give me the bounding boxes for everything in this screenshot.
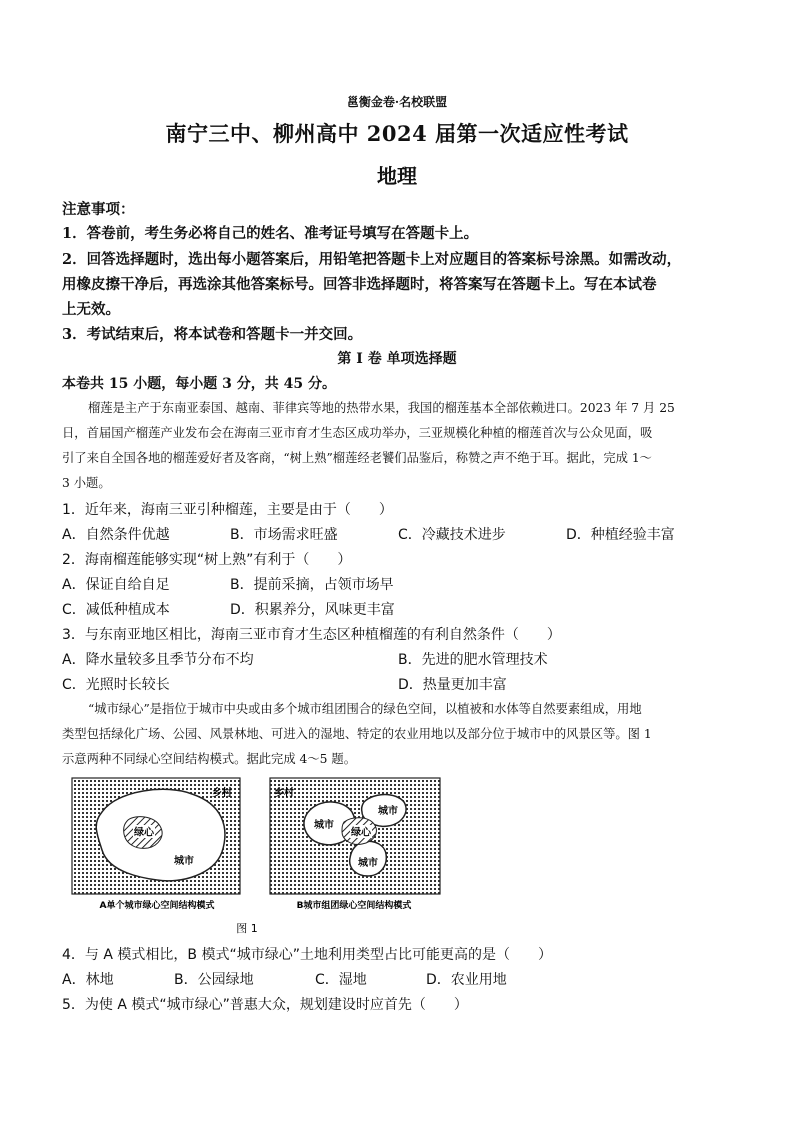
option: C．湿地 — [315, 972, 367, 988]
option: D．种植经验丰富 — [566, 527, 675, 543]
exam-title: 南宁三中、柳州高中 2024 届第一次适应性考试 — [165, 121, 629, 146]
figure-label: 图 1 — [236, 922, 258, 935]
option: D．积累养分，风味更丰富 — [230, 602, 395, 618]
option: D．农业用地 — [426, 972, 507, 988]
panel-a — [72, 778, 240, 911]
section-intro: 本卷共 15 小题，每小题 3 分，共 45 分。 — [62, 376, 336, 392]
panel-b-rural-label: 乡村 — [274, 788, 294, 799]
exam-series: 邕衡金卷·名校联盟 — [346, 95, 448, 109]
passage-line: 示意两种不同绿心空间结构模式。据此完成 4～5 题。 — [62, 752, 356, 766]
option: C．冷藏技术进步 — [398, 527, 506, 543]
option: B．先进的肥水管理技术 — [398, 652, 548, 668]
notice-item: 3．考试结束后，将本试卷和答题卡一并交回。 — [62, 326, 363, 343]
question-stem: 3．与东南亚地区相比，海南三亚市育才生态区种植榴莲的有利自然条件（ ） — [62, 627, 561, 643]
passage-line: 日，首届国产榴莲产业发布会在海南三亚市育才生态区成功举办，三亚规模化种植的榴莲首次与公众见面，吸 — [62, 426, 653, 440]
panel-b-caption: B城市组团绿心空间结构模式 — [296, 901, 412, 911]
panel-a-core-label: 绿心 — [134, 827, 154, 839]
panel-b-core-label: 绿心 — [351, 827, 371, 839]
passage-line: 引了来自全国各地的榴莲爱好者及客商，“树上熟”榴莲经老饕们品鉴后，称赞之声不绝于耳。据此，完成 1～ — [62, 451, 652, 465]
section-title: 第 I 卷 单项选择题 — [337, 351, 457, 367]
notice-item: 1．答卷前，考生务必将自己的姓名、准考证号填写在答题卡上。 — [62, 225, 479, 242]
option: B．公园绿地 — [174, 972, 254, 988]
passage-line: 类型包括绿化广场、公园、风景林地、可进入的湿地、特定的农业用地以及部分位于城市中的风景区等。图 1 — [62, 727, 652, 741]
notice-item: 上无效。 — [62, 301, 120, 318]
question-stem: 5．为使 A 模式“城市绿心”普惠大众，规划建设时应首先（ ） — [62, 997, 468, 1013]
exam-subject: 地理 — [377, 164, 417, 188]
question-stem: 4．与 A 模式相比，B 模式“城市绿心”土地利用类型占比可能更高的是（ ） — [62, 947, 552, 963]
option: C．减低种植成本 — [62, 602, 170, 618]
option: B．市场需求旺盛 — [230, 527, 338, 543]
option: C．光照时长较长 — [62, 677, 170, 693]
option: D．热量更加丰富 — [398, 677, 507, 693]
passage-line: 榴莲是主产于东南亚泰国、越南、菲律宾等地的热带水果，我国的榴莲基本全部依赖进口。2023 年 7 月 25 — [88, 401, 675, 415]
panel-b-city-3-label: 城市 — [358, 858, 378, 869]
option: A．降水量较多且季节分布不均 — [62, 652, 254, 668]
panel-a-caption: A单个城市绿心空间结构模式 — [99, 901, 215, 911]
panel-b-city-1-label: 城市 — [314, 820, 334, 831]
option: B．提前采摘，占领市场早 — [230, 577, 394, 593]
passage-line: 3 小题。 — [62, 476, 111, 490]
notice-item: 2．回答选择题时，选出每小题答案后，用铅笔把答题卡上对应题目的答案标号涂黑。如需改动， — [62, 251, 682, 268]
panel-a-city-label: 城市 — [174, 856, 194, 867]
notice-item: 用橡皮擦干净后，再选涂其他答案标号。回答非选择题时，将答案写在答题卡上。写在本试卷 — [62, 276, 657, 293]
panel-a-rural-label: 乡村 — [212, 788, 232, 799]
question-stem: 1．近年来，海南三亚引种榴莲，主要是由于（ ） — [62, 502, 393, 518]
figure-1-graphic — [62, 772, 482, 942]
question-stem: 2．海南榴莲能够实现“树上熟”有利于（ ） — [62, 552, 352, 568]
panel-b — [270, 778, 440, 911]
notice-heading: 注意事项： — [62, 201, 135, 218]
option: A．保证自给自足 — [62, 577, 170, 593]
passage-line: “城市绿心”是指位于城市中央或由多个城市组团围合的绿色空间，以植被和水体等自然要素组成，用地 — [88, 702, 642, 716]
option: A．自然条件优越 — [62, 527, 170, 543]
figure-1 — [62, 772, 482, 942]
option: A．林地 — [62, 972, 114, 988]
panel-b-city-2-label: 城市 — [378, 806, 398, 817]
